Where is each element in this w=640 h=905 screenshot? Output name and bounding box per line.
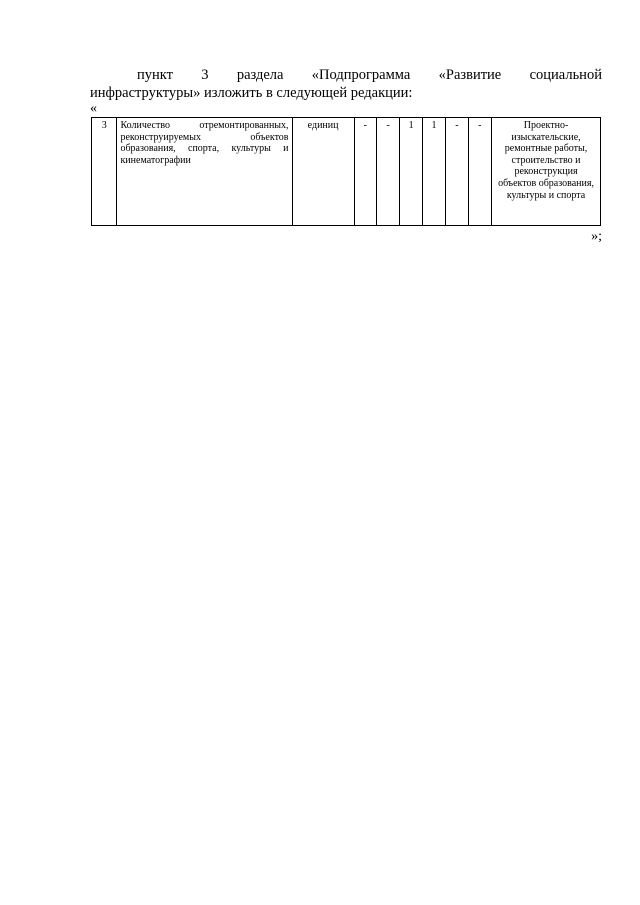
closing-quote: »; <box>591 229 602 244</box>
intro-line-2: инфраструктуры» изложить в следующей редакции: <box>90 85 413 101</box>
value-cell: - <box>468 118 491 226</box>
unit-of-measure: единиц <box>292 118 354 226</box>
value-cell: 1 <box>400 118 422 226</box>
intro-line-1 <box>90 66 602 84</box>
intro-word: социальной <box>529 67 602 83</box>
amendment-table <box>91 117 601 226</box>
value-cell: - <box>377 118 400 226</box>
intro-paragraph <box>90 66 602 102</box>
intro-word: раздела <box>236 67 284 83</box>
intro-word: пункт <box>137 67 173 83</box>
value-cell: - <box>354 118 376 226</box>
value-cell: 1 <box>422 118 445 226</box>
planned-actions: Проектно-изыскательские, ремонтные работы, строительство и реконструкция объектов образования, культуры и спорта <box>492 118 601 226</box>
intro-word: «Подпрограмма <box>311 67 411 83</box>
value-cell: - <box>446 118 468 226</box>
opening-quote: « <box>90 101 97 116</box>
intro-word: «Развитие <box>438 67 502 83</box>
row-number: 3 <box>92 118 117 226</box>
intro-word: 3 <box>201 67 209 83</box>
indicator-name: Количество отремонтированных, реконструируемых объектов образования, спорта, культуры и кинематографии <box>117 118 292 226</box>
table-row <box>92 118 601 226</box>
